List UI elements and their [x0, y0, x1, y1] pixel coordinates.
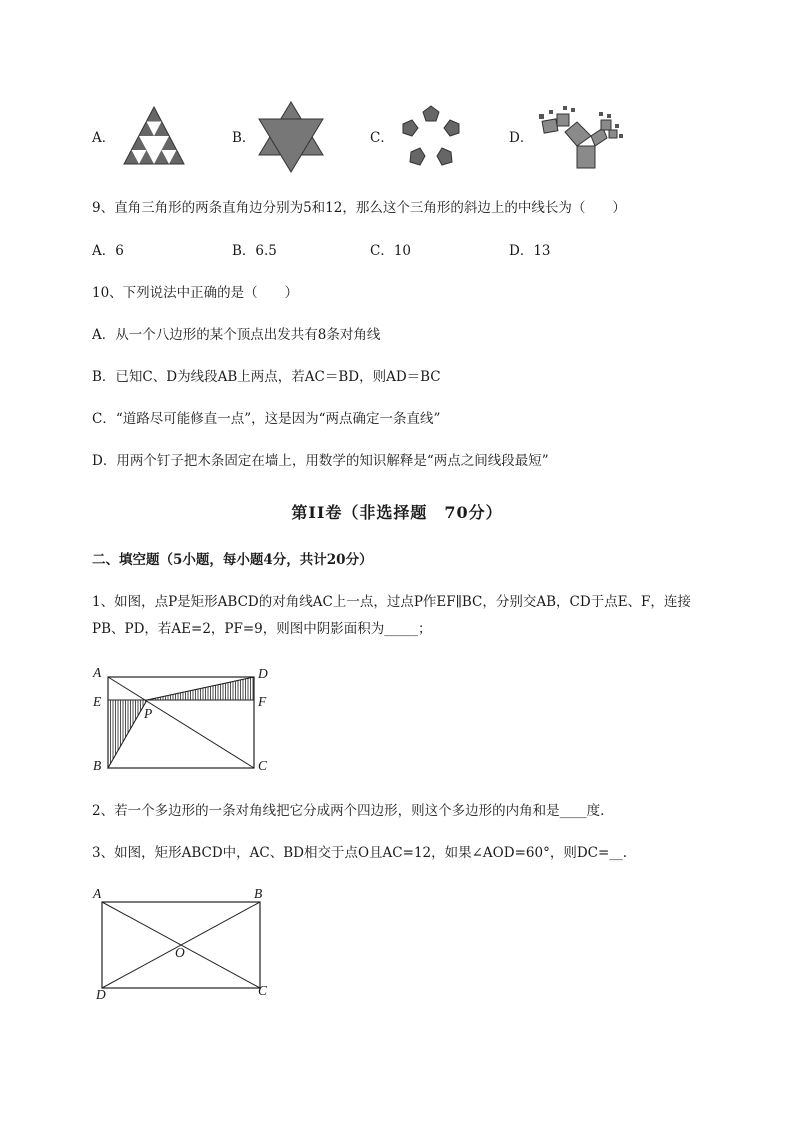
pythagoras-tree-figure — [535, 100, 627, 172]
q10-option-a: A．从一个八边形的某个顶点出发共有8条对角线 — [92, 327, 381, 343]
option-c-label: C． — [370, 130, 394, 146]
q9-option-d: D．13 — [509, 243, 551, 259]
fig1-label-f: F — [258, 694, 267, 709]
fig2-label-c: C — [258, 983, 268, 998]
option-d-label: D． — [509, 130, 534, 146]
six-pointed-star-figure — [257, 101, 325, 173]
section2-heading: 二、填空题（5小题，每小题4分，共计20分） — [92, 552, 373, 568]
rectangle-figure-1 — [90, 664, 280, 776]
fig2-label-o: O — [175, 945, 185, 960]
fill2-text: 2、若一个多边形的一条对角线把它分成两个四边形，则这个多边形的内角和是____度. — [92, 803, 605, 819]
fig2-label-b: B — [254, 886, 263, 901]
fig1-label-a: A — [93, 665, 102, 680]
fill1-line1: 1、如图，点P是矩形ABCD的对角线AC上一点，过点P作EF∥BC，分别交AB，CD于点E、F，连接 — [92, 594, 691, 610]
q10-stem: 10、下列说法中正确的是（ ） — [92, 285, 299, 301]
part2-title: 第II卷（非选择题 70分） — [291, 503, 503, 522]
fig1-label-p: P — [144, 706, 153, 721]
fig1-label-e: E — [93, 694, 102, 709]
q9-option-c: C．10 — [370, 243, 412, 259]
q9-stem: 9、直角三角形的两条直角边分别为5和12，那么这个三角形的斜边上的中线长为（ ） — [92, 200, 626, 216]
pentagon-ring-figure — [391, 104, 471, 170]
fill1-line2: PB、PD，若AE=2，PF=9，则图中阴影面积为_____； — [92, 621, 432, 637]
fig2-label-a: A — [93, 886, 102, 901]
fig2-label-d: D — [96, 987, 106, 1002]
q10-option-c: C．“道路尽可能修直一点”，这是因为“两点确定一条直线” — [92, 411, 441, 427]
q10-option-d: D．用两个钉子把木条固定在墙上，用数学的知识解释是“两点之间线段最短” — [92, 453, 549, 469]
q9-option-b: B．6.5 — [232, 243, 277, 259]
fig1-label-c: C — [258, 758, 268, 773]
q10-option-b: B．已知C、D为线段AB上两点，若AC＝BD，则AD＝BC — [92, 369, 441, 385]
fill3-text: 3、如图，矩形ABCD中，AC、BD相交于点O且AC=12，如果∠AOD=60°，则DC=__. — [92, 845, 628, 861]
option-a-label: A． — [92, 130, 116, 146]
option-b-label: B． — [232, 130, 256, 146]
fig1-label-b: B — [93, 758, 102, 773]
sierpinski-triangle-figure — [123, 106, 185, 166]
q9-option-a: A．6 — [92, 243, 124, 259]
fig1-label-d: D — [258, 666, 268, 681]
